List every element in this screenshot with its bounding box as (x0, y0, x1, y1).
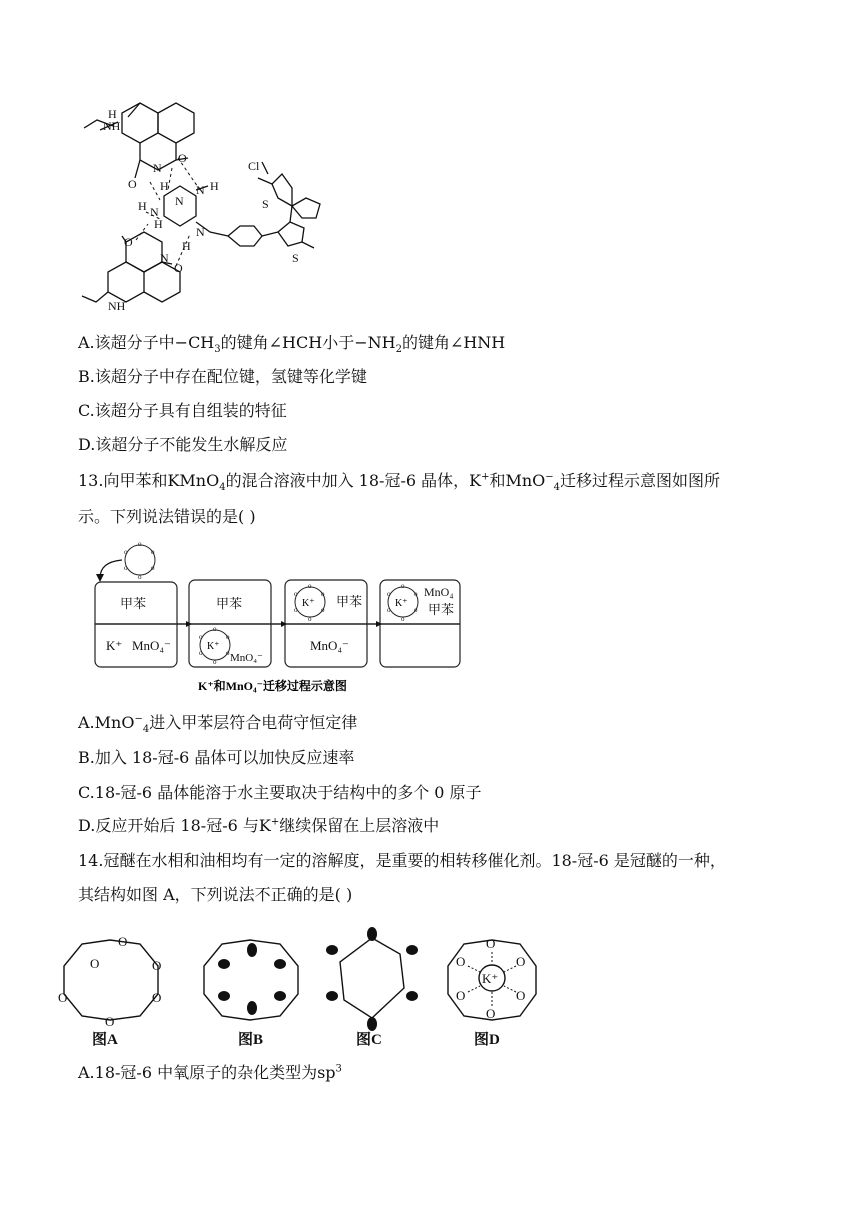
atom-h2: H (210, 179, 219, 193)
atom-nh-bottom: NH (108, 299, 126, 313)
atom-h1: H (160, 179, 169, 193)
box3-mno4: MnO₄⁻ (310, 638, 349, 653)
svg-text:O: O (486, 936, 496, 951)
box4-toluene: 甲苯 (428, 602, 455, 617)
crown-ether-icon (124, 540, 155, 581)
svg-text:O: O (456, 954, 466, 969)
box3-k: K⁺ (302, 598, 315, 609)
fig-label-c: 图C (356, 1032, 382, 1048)
atom-h4: H (154, 217, 163, 231)
q13-stem-line2: 示。下列说法错误的是( ) (78, 507, 256, 526)
q13-option-a: A.MnO−$_4$进入甲苯层符合电荷守恒定律 (78, 713, 358, 736)
svg-text:O: O (516, 954, 526, 969)
q12-option-d: D.该超分子不能发生水解反应 (78, 435, 288, 454)
atom-cl: Cl (248, 159, 260, 173)
atom-n3: N (175, 194, 184, 208)
atom-nh-top: NH (103, 119, 121, 133)
box4-mno4: MnO₄ (424, 585, 454, 599)
q12-option-a: A.该超分子中$-CH_3$的键角∠HCH小于$-NH_2$的键角∠HNH (78, 333, 506, 356)
svg-text:O: O (58, 990, 68, 1005)
box4-k: K⁺ (395, 598, 408, 609)
q14-option-a: A.18-冠-6 中氧原子的杂化类型为$sp^3$ (78, 1063, 342, 1082)
supramolecule-structure (0, 0, 860, 330)
atom-h5: H (182, 239, 191, 253)
q13-option-b: B.加入 18-冠-6 晶体可以加快反应速率 (78, 748, 355, 767)
atom-o3: O (124, 235, 133, 249)
atom-s2: S (292, 251, 299, 265)
svg-text:O: O (152, 990, 162, 1005)
svg-text:O: O (118, 934, 128, 949)
svg-text:O: O (90, 956, 100, 971)
svg-text:O: O (486, 1006, 496, 1021)
figure-a (64, 940, 158, 1020)
atom-n1: N (153, 161, 162, 175)
fig-label-d: 图D (474, 1032, 500, 1048)
atom-h3: H (138, 199, 147, 213)
k-ion-label: K⁺ (482, 971, 499, 986)
box2-k: K⁺ (207, 641, 220, 652)
box3-toluene: 甲苯 (336, 594, 363, 609)
crown-ether-figures (0, 920, 860, 1050)
box2-mno4: MnO₄⁻ (230, 652, 263, 664)
atom-s1: S (262, 197, 269, 211)
q13-option-d: D.反应开始后 18-冠-6 与K+继续保留在上层溶液中 (78, 816, 440, 835)
atom-o2: O (128, 177, 137, 191)
svg-text:O: O (152, 958, 162, 973)
figure-c (340, 938, 404, 1018)
diagram-caption: K⁺和MnO₄⁻迁移过程示意图 (198, 679, 347, 693)
q12-option-b: B.该超分子中存在配位键，氢键等化学键 (78, 367, 367, 386)
svg-text:O: O (456, 988, 466, 1003)
box2-toluene: 甲苯 (216, 596, 243, 611)
atom-h-top: H (108, 107, 117, 121)
box1-k: K⁺ (106, 638, 123, 653)
q14-stem-line1: 14.冠醚在水相和油相均有一定的溶解度，是重要的相转移催化剂。18-冠-6 是冠醚的一种， (78, 851, 726, 870)
svg-text:O: O (105, 1014, 115, 1029)
atom-n6: N (160, 251, 169, 265)
q13-stem-line1: 13.向甲苯和KMnO$_4$的混合溶液中加入 18-冠-6 晶体，K+和MnO−$_4$迁移过程示意图如图所 (78, 471, 721, 494)
q13-option-c: C.18-冠-6 晶体能溶于水主要取决于结构中的多个 0 原子 (78, 783, 482, 802)
migration-diagram: o 甲苯 K⁺ MnO₄⁻ 甲苯 MnO₄⁻ 甲苯 MnO₄⁻ MnO₄ 甲苯 K⁺ K⁺ K⁺ K⁺和MnO₄⁻迁移过程示意图 (0, 535, 860, 705)
atom-o4: O (174, 261, 183, 275)
fig-label-a: 图A (92, 1032, 118, 1048)
atom-n4: N (150, 205, 159, 219)
arrow-right-icon (376, 621, 382, 627)
svg-text:O: O (516, 988, 526, 1003)
box1-toluene: 甲苯 (120, 596, 147, 611)
q12-option-c: C.该超分子具有自组装的特征 (78, 401, 287, 420)
atom-n5: N (196, 225, 205, 239)
arrow-right-icon (281, 621, 287, 627)
atom-o1: O (178, 151, 187, 165)
fig-label-b: 图B (238, 1032, 264, 1048)
box1-mno4: MnO₄⁻ (132, 638, 171, 653)
atom-n2: N (196, 183, 205, 197)
q14-stem-line2: 其结构如图 A，下列说法不正确的是( ) (78, 885, 353, 904)
